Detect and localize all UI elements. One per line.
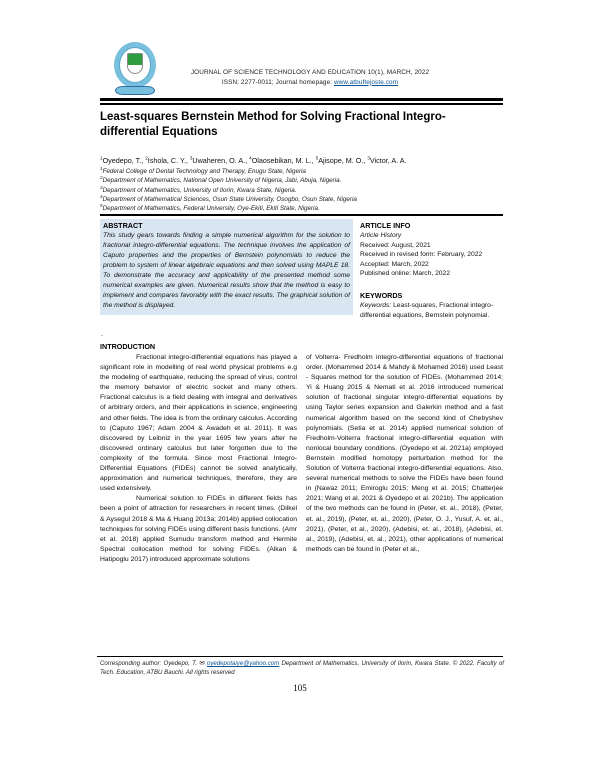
title-line-2: differential Equations xyxy=(100,125,218,138)
author-sup: 5 xyxy=(315,155,319,161)
published-date: Published online: March, 2022 xyxy=(360,270,450,278)
affiliation-line: $^5$Department of Mathematics, Federal University, Oye-Ekiti, Ekiti State, Nigeria. xyxy=(100,203,320,213)
journal-issn-line xyxy=(170,78,450,88)
corresponding-author-email-link[interactable]: oyedepotaiye@yahoo.com xyxy=(206,660,280,667)
author-sup: 4 xyxy=(249,155,252,161)
crest-shield-icon xyxy=(127,53,143,74)
footer-rights-text: Department of Mathematics, University of Ilorin, Kwara State. © 2022. Faculty of Tech. Education, ATBU Bauchi. All rights reserved xyxy=(100,660,504,676)
author-sup: 3 xyxy=(367,155,370,161)
title-line-1: Least-squares Bernstein Method for Solving Fractional Integro- xyxy=(100,111,446,123)
author-sup: 2 xyxy=(145,155,148,161)
affiliation-line: $^3$Department of Mathematics, University of Ilorin, Kwara State, Nigeria. xyxy=(100,184,297,194)
affiliation-divider xyxy=(100,214,503,216)
university-crest-logo xyxy=(112,42,158,102)
author-sup: 1 xyxy=(100,155,103,161)
intro-paragraph-3: of Volterra- Fredholm integro-differential equations of fractional order. (Mohammed 2014 & Mahdy & Mohamed 2016) used Least - Squares method for the solution of FIDEs. (Mohammed 2014; Yi & Huang 2015 & Nemati et al. 2016 introduced numerical solution of fractional singular integro-differential equations by using Taylor series expansion and Galerkin method and a fast numerical algorithm based on the second kind of Chebyshev polynomials. (Setia et al. 2014) applied numerical solution of Fredholm-Volterra fractional integro-differential equation with nonlocal boundary conditions. (Oyedepo et al. 2021a) employed Bernstein modified homotopy perturbation method for the Solution of Volterra fractional integro-differential equations. Also, several numerical methods to solve the FIDEs have been found in (Nawaz 2011; Emiroglu 2015; Meng et al. 2015; Chatterjee 2021; Wang et al. 2021 & Oyedepo et al. 2021b). The application of the two methods can be found in (Peter, et. al., 2018), (Peter, et. al., 2019), (Peter, et. al., 2020), (Peter, O. J., Yusuf, A. et. al., 2021), (Peter, et al., 2020), (Adebisi, et. al., 2018), (Adebisi, et. al., 2019), (Adebisi, et. al., 2021), other applications of numerical methods can be found in (Peter et al., xyxy=(306,354,503,553)
journal-header xyxy=(100,42,503,100)
page-number: 105 xyxy=(293,683,307,693)
keywords-text xyxy=(360,301,502,320)
envelope-icon: ✉ xyxy=(199,660,205,667)
affiliation-line: $^1$Federal College of Dental Technology and Therapy, Enugu State, Nigeria xyxy=(100,165,306,175)
keywords-section xyxy=(360,291,502,320)
author-name: Uwaheren, O. A., xyxy=(192,156,250,165)
intro-paragraph-1: Fractional integro-differential equations has played a significant role in modelling of real world physical problems e.g the modeling of earthquake, reducing the spread of virus, control the memory behavior of electric socket and many others. Fractional calculus is a field dealing with integral and derivatives of arbitrary orders, and their applications in science, engineering and other fields. The idea is from the ordinary calculus. According to (Caputo 1967; Adam 2004 & Awadeh et al. 2011). It was discovered by Leibniz in the year 1695 few years after he discovered ordinary calculus but later forgotten due to the complexity of the formula. Since most Fractional Integro-Differential Equations (FIDEs) cannot be solved analytically, approximation and numerical techniques, therefore, they are used extensively. xyxy=(100,354,297,493)
header-divider xyxy=(100,98,503,105)
footer-divider xyxy=(97,656,503,657)
left-column xyxy=(100,353,297,565)
journal-homepage-link[interactable]: www.atbuftejoste.com xyxy=(333,78,399,86)
author-name: Olaosebikan, M. L., xyxy=(251,156,316,165)
accepted-date: Accepted: March, 2022 xyxy=(360,260,429,268)
author-name: Oyedepo, T., xyxy=(102,156,146,165)
affiliation-line: $^4$Department of Mathematical Sciences, Osun State University, Osogbo, Osun State, Nigeria xyxy=(100,193,357,203)
abstract-text: This study gears towards finding a simple numerical algorithm for the solution to fractional integro-differential equations. The technique involves the application of Caputo properties and the properties of Bernstein polynomials to reduce the problem to system of linear algebraic equations and then solved using MAPLE 18. To demonstrate the accuracy and applicability of the presented method some numerical examples are given. Numerical results show that the method is easy to implement and compares favorably with the exact results. The graphical solution of the method is displayed. xyxy=(103,232,350,309)
author-sup: 3 xyxy=(189,155,193,161)
article-info-heading: ARTICLE INFO xyxy=(360,221,411,230)
intro-paragraph-2: Numerical solution to FIDEs in different fields has been a point of attraction for researchers in recent times. (Dilkel & Aysegul 2018 & Ma & Huang 2013a; 2014b) applied collocation techniques for solving FIDEs using different basis functions. (Amr et al. 2018) applied Sumudu transform method and Hermite Spectral collocation method for solving FIDEs. (Alkan & Hatipoglu 2017) introduced approximate solutions xyxy=(100,495,297,563)
stray-dot: . xyxy=(101,331,103,338)
affiliation-line: $^2$Department of Mathematics, National Open University of Nigeria, Jabi, Abuja, Nigeria. xyxy=(100,175,342,185)
keywords-label: Keywords: xyxy=(360,301,392,309)
keywords-value: Least-squares, Fractional integro-differential equations, Bernstein polynomial. xyxy=(360,301,494,319)
crest-ribbon-icon xyxy=(115,86,155,95)
abstract-section xyxy=(100,219,353,315)
footer-note xyxy=(100,660,504,677)
journal-title-line: JOURNAL OF SCIENCE TECHNOLOGY AND EDUCATION 10(1), MARCH, 2022 xyxy=(190,69,430,76)
corresponding-author-text: Corresponding author: Oyedepo, T. xyxy=(100,660,200,667)
author-name: Ajisope, M. O., xyxy=(318,156,368,165)
body-columns xyxy=(100,353,503,565)
article-history-heading: Article History xyxy=(360,232,402,239)
revised-date: Received in revised form: February, 2022 xyxy=(360,251,483,259)
author-name: Ishola, C. Y., xyxy=(147,156,190,165)
affiliation-list xyxy=(100,167,500,213)
journal-header-text xyxy=(170,68,450,87)
abstract-heading: ABSTRACT xyxy=(103,221,143,230)
right-column xyxy=(306,353,503,565)
received-date: Received: August, 2021 xyxy=(360,241,431,249)
article-info-section xyxy=(360,221,502,320)
issn-text: ISSN: 2277-0011; Journal homepage: xyxy=(221,78,334,86)
keywords-heading: KEYWORDS xyxy=(360,290,403,300)
page-title xyxy=(100,110,500,139)
author-name: Victor, A. A. xyxy=(369,156,407,165)
author-list xyxy=(100,156,500,165)
introduction-heading: INTRODUCTION xyxy=(100,342,156,351)
